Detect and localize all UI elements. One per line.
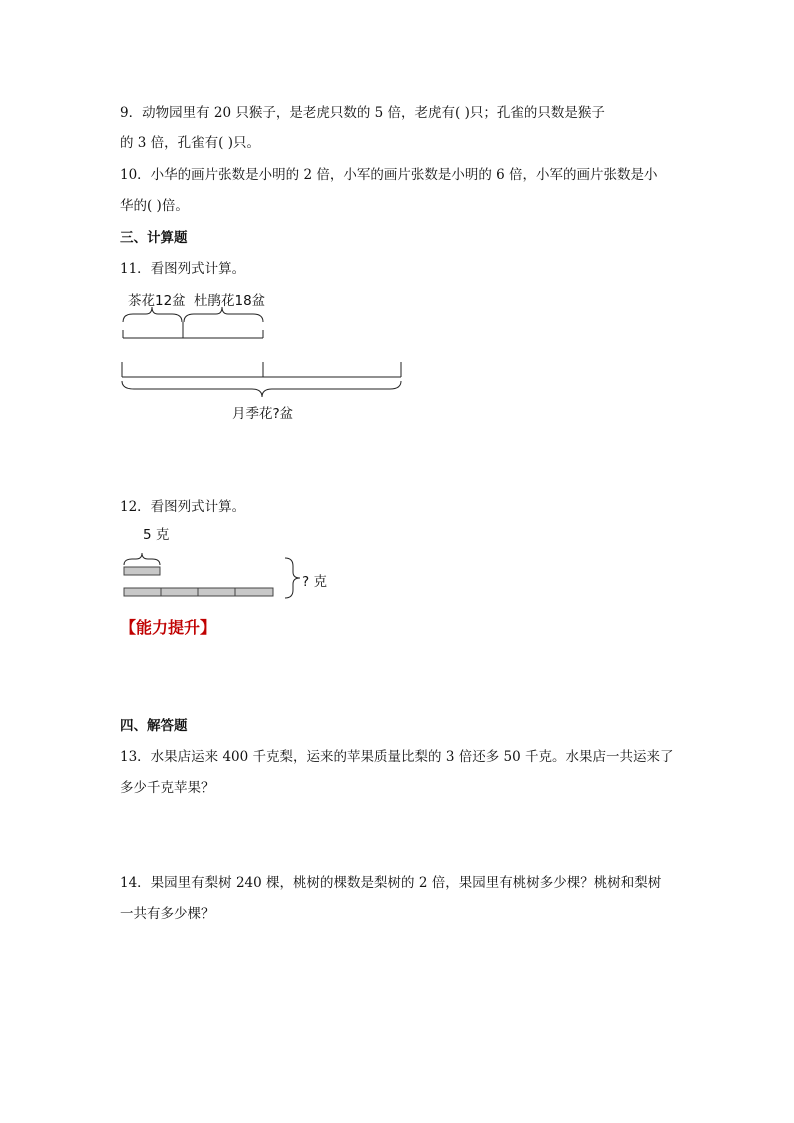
bar-part-1 xyxy=(124,588,161,596)
bar-part-2 xyxy=(161,588,198,596)
section-4-title: 四、解答题 xyxy=(120,718,188,734)
q14-line1: 14．果园里有梨树 240 棵，桃树的棵数是梨树的 2 倍，果园里有桃树多少棵？桃树和梨树 xyxy=(120,875,662,891)
bar-part-4 xyxy=(235,588,273,596)
q9-line2: 的 3 倍，孔雀有( )只。 xyxy=(120,135,260,151)
ability-heading: 【能力提升】 xyxy=(120,618,217,637)
label-unit: 5 克 xyxy=(143,527,170,543)
q12-prompt: 12．看图列式计算。 xyxy=(120,499,246,515)
q9-line1: 9．动物园里有 20 只猴子，是老虎只数的 5 倍，老虎有( )只；孔雀的只数是猴子 xyxy=(120,105,605,121)
brace-total xyxy=(285,558,300,598)
section-3-title: 三、计算题 xyxy=(120,230,188,246)
q10-line2: 华的( )倍。 xyxy=(120,198,189,214)
bar-part-3 xyxy=(198,588,235,596)
q10-line1: 10．小华的画片张数是小明的 2 倍，小军的画片张数是小明的 6 倍，小军的画片张数是小 xyxy=(120,167,658,183)
q13-line2: 多少千克苹果？ xyxy=(120,780,215,796)
q14-line2: 一共有多少棵？ xyxy=(120,906,215,922)
label-azalea: 杜鹃花18盆 xyxy=(194,293,266,309)
label-rose: 月季花?盆 xyxy=(232,406,294,422)
label-camellia: 茶花12盆 xyxy=(128,293,186,309)
q11-prompt: 11．看图列式计算。 xyxy=(120,261,246,277)
label-total: ? 克 xyxy=(302,574,327,590)
unit-bar xyxy=(124,567,160,575)
brace-unit xyxy=(124,553,160,565)
q13-line1: 13．水果店运来 400 千克梨，运来的苹果质量比梨的 3 倍还多 50 千克。水果店一共运来了 xyxy=(120,749,674,765)
